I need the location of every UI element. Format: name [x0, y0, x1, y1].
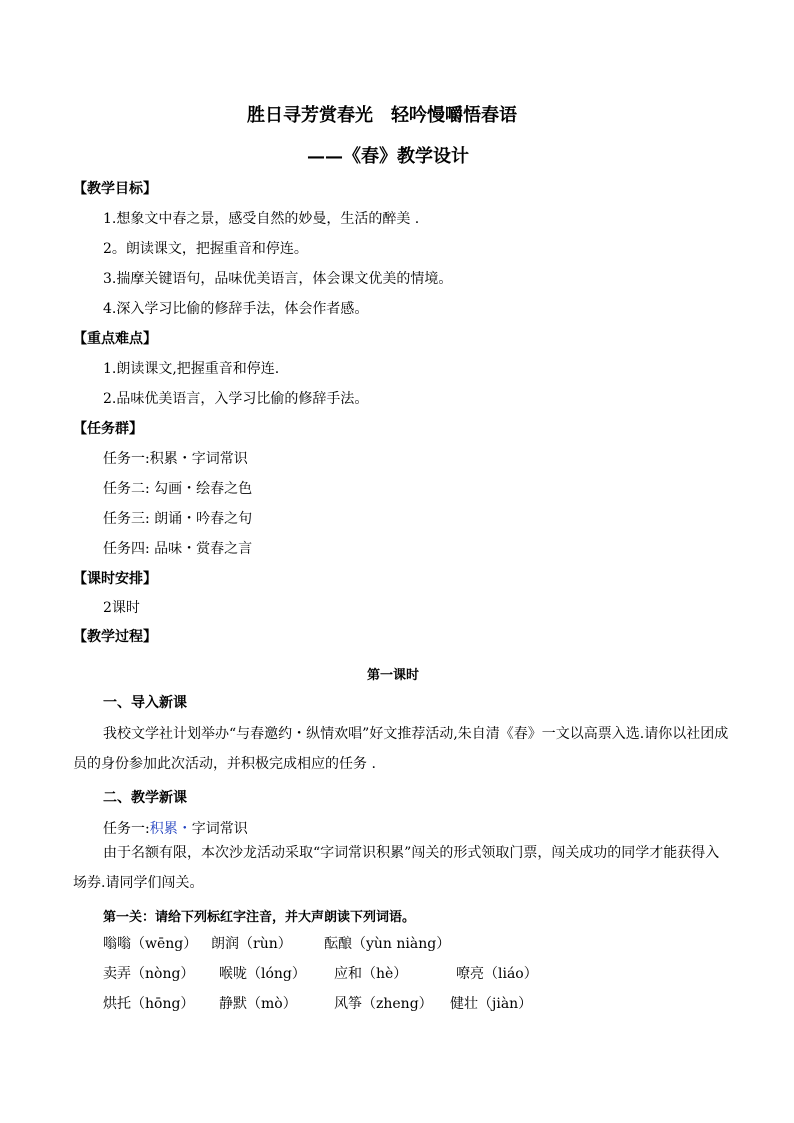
vocab-item: 嗡嗡（wēng） — [103, 936, 198, 952]
goal-item: 2。朗读课文，把握重音和停连。 — [103, 241, 308, 257]
goal-item: 3.揣摩关键语句，品味优美语言，体会课文优美的情境。 — [103, 271, 453, 287]
vocab-item: 健壮（jiàn） — [450, 996, 533, 1012]
vocab-item: 嘹亮（liáo） — [456, 966, 538, 982]
tasks-heading: 【任务群】 — [73, 421, 143, 437]
goals-heading: 【教学目标】 — [73, 181, 157, 197]
goal-item: 4.深入学习比偷的修辞手法，体会作者感。 — [103, 301, 369, 317]
task-item: 任务二: 勾画・绘春之色 — [103, 481, 253, 497]
level1-instruction: 第一关：请给下列标红字注音，并大声朗读下列词语。 — [103, 910, 416, 925]
intro-paragraph: 我校文学社计划举办“与春邀约・纵情欢唱”好文推荐活动,朱自清《春》一文以高票入选.请你以社团成员的身份参加此次活动，并积极完成相应的任务 . — [73, 726, 729, 772]
task-item: 任务一:积累・字词常识 — [103, 451, 248, 467]
task-item: 任务三: 朗诵・吟春之句 — [103, 511, 253, 527]
key-point-item: 2.品味优美语言，入学习比偷的修辞手法。 — [103, 391, 369, 407]
schedule-value: 2课时 — [103, 600, 140, 616]
page-title: 胜日寻芳赏春光 轻吟慢嚼悟春语 — [247, 105, 517, 126]
goal-item: 1.想象文中春之景，感受自然的妙曼，生活的醉美 . — [103, 211, 420, 227]
intro-heading: 一、导入新课 — [103, 695, 187, 711]
vocab-item: 酝酿（yùn niàng） — [324, 936, 451, 952]
process-heading: 【教学过程】 — [73, 629, 157, 645]
task1-rest: 字词常识 — [191, 821, 248, 837]
task-item: 任务四: 品味・赏春之言 — [103, 541, 253, 557]
key-points-heading: 【重点难点】 — [73, 331, 157, 347]
task1-heading — [103, 820, 248, 838]
vocab-item: 静默（mò） — [219, 996, 297, 1012]
task1-paragraph: 由于名额有限，本次沙龙活动采取“字词常识积累”闯关的形式领取门票，闯关成功的同学才能获得入场券.请同学们闯关。 — [73, 845, 720, 891]
vocab-item: 卖弄（nòng） — [103, 966, 195, 982]
vocab-item: 朗润（rùn） — [211, 936, 292, 952]
vocab-item: 喉咙（lóng） — [219, 966, 306, 982]
page-subtitle: ——《春》教学设计 — [307, 146, 469, 167]
vocab-item: 风筝（zheng） — [334, 996, 433, 1012]
schedule-heading: 【课时安排】 — [73, 571, 157, 587]
vocab-item: 烘托（hōng） — [103, 996, 195, 1012]
lesson-title: 第一课时 — [367, 668, 420, 683]
task1-highlight: 积累・ — [149, 821, 192, 837]
task1-prefix: 任务一: — [103, 821, 150, 837]
new-lesson-heading: 二、教学新课 — [103, 790, 187, 806]
key-point-item: 1.朗读课文,把握重音和停连. — [103, 361, 280, 377]
vocab-item: 应和（hè） — [334, 966, 408, 982]
